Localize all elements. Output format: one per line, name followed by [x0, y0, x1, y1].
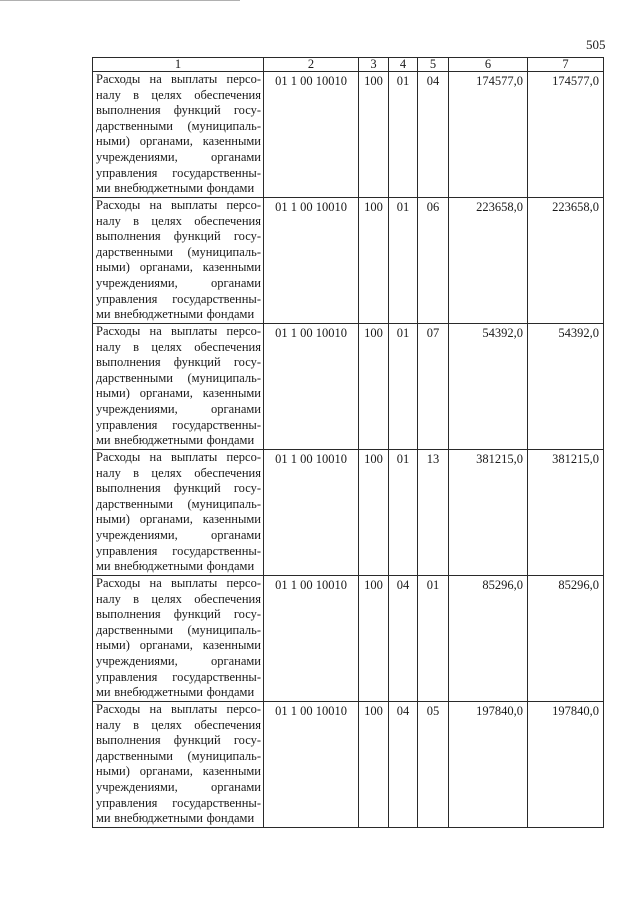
row-description — [93, 72, 264, 198]
row-amount-col7: 85296,0 — [528, 576, 604, 702]
row-amount-col6: 174577,0 — [449, 72, 528, 198]
top-rule — [0, 0, 240, 1]
row-description — [93, 450, 264, 576]
description-line: ми внебюджетными фондами — [96, 433, 255, 448]
description-line: выполнения функций госу- — [96, 607, 261, 622]
description-line: ными) органами, казенными — [96, 764, 261, 779]
column-header: 2 — [264, 58, 359, 72]
table-row — [93, 702, 604, 828]
description-line: дарственными (муниципаль- — [96, 118, 261, 133]
description-line: Расходы на выплаты персо- — [96, 198, 261, 212]
description-line: ными) органами, казенными — [96, 260, 261, 275]
row-section: 01 — [389, 450, 418, 576]
row-expense-type: 100 — [359, 702, 389, 828]
column-header: 3 — [359, 58, 389, 72]
column-header: 1 — [93, 58, 264, 72]
description-line: управления государственны- — [96, 543, 261, 558]
description-line: Расходы на выплаты персо- — [96, 450, 261, 464]
row-section: 01 — [389, 324, 418, 450]
row-expense-type: 100 — [359, 198, 389, 324]
row-subsection: 07 — [418, 324, 449, 450]
description-line: налу в целях обеспечения — [96, 717, 261, 732]
description-line: дарственными (муниципаль- — [96, 370, 261, 385]
description-line: ными) органами, казенными — [96, 386, 261, 401]
description-line: учреждениями, органами — [96, 401, 261, 416]
description-line: дарственными (муниципаль- — [96, 244, 261, 259]
row-amount-col7: 197840,0 — [528, 702, 604, 828]
row-code: 01 1 00 10010 — [264, 324, 359, 450]
description-line: Расходы на выплаты персо- — [96, 324, 261, 338]
row-amount-col6: 85296,0 — [449, 576, 528, 702]
description-line: Расходы на выплаты персо- — [96, 72, 261, 86]
description-line: управления государственны- — [96, 795, 261, 810]
description-line: Расходы на выплаты персо- — [96, 702, 261, 716]
table-row — [93, 72, 604, 198]
table-row — [93, 450, 604, 576]
description-line: Расходы на выплаты персо- — [96, 576, 261, 590]
description-line: ми внебюджетными фондами — [96, 181, 255, 196]
description-line: выполнения функций госу- — [96, 481, 261, 496]
row-expense-type: 100 — [359, 450, 389, 576]
row-description — [93, 324, 264, 450]
row-section: 01 — [389, 198, 418, 324]
row-amount-col6: 223658,0 — [449, 198, 528, 324]
description-line: налу в целях обеспечения — [96, 591, 261, 606]
description-line: учреждениями, органами — [96, 275, 261, 290]
row-amount-col7: 54392,0 — [528, 324, 604, 450]
description-line: учреждениями, органами — [96, 527, 261, 542]
header-row — [93, 58, 604, 72]
description-line: управления государственны- — [96, 165, 261, 180]
row-code: 01 1 00 10010 — [264, 576, 359, 702]
description-line: ми внебюджетными фондами — [96, 559, 255, 574]
row-amount-col6: 381215,0 — [449, 450, 528, 576]
description-line: налу в целях обеспечения — [96, 213, 261, 228]
description-line: ными) органами, казенными — [96, 512, 261, 527]
row-subsection: 04 — [418, 72, 449, 198]
description-line: учреждениями, органами — [96, 779, 261, 794]
row-description — [93, 198, 264, 324]
description-line: управления государственны- — [96, 417, 261, 432]
row-section: 01 — [389, 72, 418, 198]
description-line: дарственными (муниципаль- — [96, 748, 261, 763]
description-line: дарственными (муниципаль- — [96, 622, 261, 637]
row-subsection: 13 — [418, 450, 449, 576]
row-amount-col7: 381215,0 — [528, 450, 604, 576]
description-line: выполнения функций госу- — [96, 103, 261, 118]
row-amount-col7: 223658,0 — [528, 198, 604, 324]
description-line: ными) органами, казенными — [96, 134, 261, 149]
row-section: 04 — [389, 576, 418, 702]
column-header: 6 — [449, 58, 528, 72]
row-expense-type: 100 — [359, 72, 389, 198]
description-line: управления государственны- — [96, 291, 261, 306]
row-code: 01 1 00 10010 — [264, 702, 359, 828]
description-line: выполнения функций госу- — [96, 229, 261, 244]
row-amount-col6: 197840,0 — [449, 702, 528, 828]
description-line: ми внебюджетными фондами — [96, 307, 255, 322]
row-code: 01 1 00 10010 — [264, 72, 359, 198]
row-amount-col7: 174577,0 — [528, 72, 604, 198]
row-subsection: 01 — [418, 576, 449, 702]
column-header: 5 — [418, 58, 449, 72]
row-description — [93, 576, 264, 702]
row-subsection: 06 — [418, 198, 449, 324]
description-line: налу в целях обеспечения — [96, 87, 261, 102]
column-header: 7 — [528, 58, 604, 72]
page-number: 505 — [586, 37, 606, 52]
table-row — [93, 576, 604, 702]
budget-table — [92, 57, 604, 828]
row-code: 01 1 00 10010 — [264, 450, 359, 576]
row-code: 01 1 00 10010 — [264, 198, 359, 324]
description-line: учреждениями, органами — [96, 149, 261, 164]
description-line: дарственными (муниципаль- — [96, 496, 261, 511]
description-line: ми внебюджетными фондами — [96, 685, 255, 700]
description-line: учреждениями, органами — [96, 653, 261, 668]
description-line: налу в целях обеспечения — [96, 339, 261, 354]
row-section: 04 — [389, 702, 418, 828]
description-line: выполнения функций госу- — [96, 733, 261, 748]
description-line: ми внебюджетными фондами — [96, 811, 255, 826]
description-line: управления государственны- — [96, 669, 261, 684]
row-amount-col6: 54392,0 — [449, 324, 528, 450]
description-line: ными) органами, казенными — [96, 638, 261, 653]
table-row — [93, 198, 604, 324]
row-subsection: 05 — [418, 702, 449, 828]
row-description — [93, 702, 264, 828]
row-expense-type: 100 — [359, 324, 389, 450]
table-row — [93, 324, 604, 450]
description-line: налу в целях обеспечения — [96, 465, 261, 480]
column-header: 4 — [389, 58, 418, 72]
row-expense-type: 100 — [359, 576, 389, 702]
description-line: выполнения функций госу- — [96, 355, 261, 370]
